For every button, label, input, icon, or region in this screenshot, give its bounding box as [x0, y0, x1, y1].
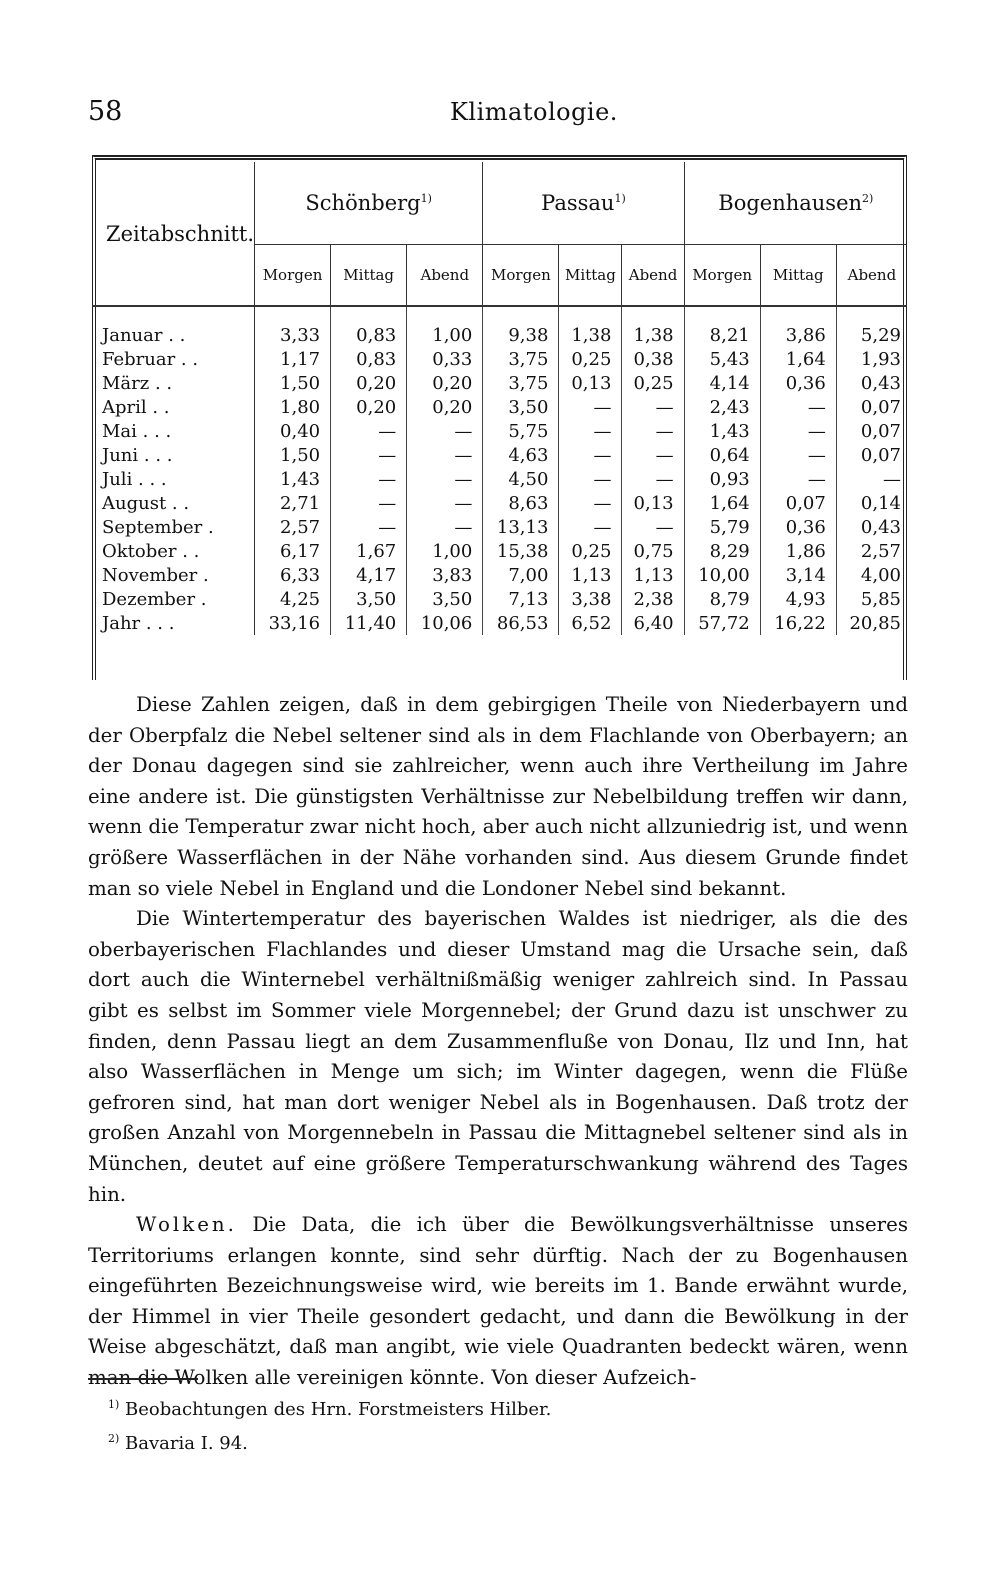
table-cell: 1,64	[684, 491, 760, 515]
table-cell: 3,86	[760, 306, 836, 347]
page-header	[88, 96, 908, 136]
station-header-bogenhausen	[684, 162, 907, 245]
table-row	[92, 491, 907, 515]
table-cell: —	[622, 515, 684, 539]
row-label: September .	[92, 515, 255, 539]
table-cell: 33,16	[255, 611, 331, 635]
table-cell: —	[559, 467, 622, 491]
table-cell: 57,72	[684, 611, 760, 635]
table-cell: 0,36	[760, 371, 836, 395]
section-heading: Wolken.	[136, 1213, 237, 1237]
table-cell: —	[331, 467, 407, 491]
footnote	[108, 1424, 888, 1458]
table-cell: 6,33	[255, 563, 331, 587]
table-cell: 8,63	[483, 491, 559, 515]
table-cell: 9,38	[483, 306, 559, 347]
row-label: Juni . . .	[92, 443, 255, 467]
table-row	[92, 539, 907, 563]
table-cell: —	[559, 443, 622, 467]
time-header: Morgen	[255, 245, 331, 307]
period-header: Zeitabschnitt.	[92, 162, 255, 306]
table-cell: 1,80	[255, 395, 331, 419]
time-header: Mittag	[331, 245, 407, 307]
footnote	[108, 1390, 888, 1424]
table-cell: 0,83	[331, 347, 407, 371]
footnote-rule	[88, 1378, 198, 1380]
table-cell: 20,85	[849, 612, 901, 634]
table-cell: —	[760, 419, 836, 443]
table-cell: 5,75	[483, 419, 559, 443]
table-cell: 3,33	[255, 306, 331, 347]
page-number: 58	[88, 96, 123, 127]
table-cell: 0,07	[860, 396, 901, 418]
table-row	[92, 347, 907, 371]
table-cell: 5,79	[684, 515, 760, 539]
table-cell: 2,43	[684, 395, 760, 419]
paragraph: Diese Zahlen zeigen, daß in dem gebirgigen Theile von Niederbayern und der Oberpfalz die Nebel seltener sind als in dem Flachlande von Oberbayern; an der Donau dagegen sind sie zahlreicher, wenn auch ihre Vertheilung im Jahre eine andere ist. Die günstigsten Verhältnisse zur Nebelbildung treffen wir dann, wenn die Temperatur zwar nicht hoch, aber auch nicht allzuniedrig ist, und wenn größere Wasserflächen in der Nähe vorhanden sind. Aus diesem Grunde findet man so viele Nebel in England und die Londoner Nebel sind bekannt.	[88, 693, 908, 900]
table-cell: 2,57	[860, 540, 901, 562]
table-row	[92, 395, 907, 419]
table-cell: 1,13	[559, 563, 622, 587]
table-cell: 0,20	[407, 371, 483, 395]
row-label: Jahr . . .	[92, 611, 255, 635]
table-cell: —	[331, 491, 407, 515]
table-cell: 1,43	[684, 419, 760, 443]
table-cell: 3,50	[483, 395, 559, 419]
table-cell: 4,63	[483, 443, 559, 467]
table-cell: 0,36	[760, 515, 836, 539]
table-cell: 86,53	[483, 611, 559, 635]
table-cell: —	[407, 419, 483, 443]
table-cell: 0,13	[622, 491, 684, 515]
station-name: Schönberg	[305, 191, 421, 215]
table-row	[92, 587, 907, 611]
table-cell: —	[559, 515, 622, 539]
table-cell: —	[559, 419, 622, 443]
table-cell: 8,21	[684, 306, 760, 347]
table-cell: 1,50	[255, 443, 331, 467]
table-cell: 4,93	[760, 587, 836, 611]
station-name: Bogenhausen	[718, 191, 863, 215]
table-row	[92, 371, 907, 395]
table-cell: 4,17	[331, 563, 407, 587]
table-cell: —	[883, 468, 901, 490]
table-cell: —	[407, 467, 483, 491]
table-cell: 3,50	[407, 587, 483, 611]
table-cell: 15,38	[483, 539, 559, 563]
table-cell: 0,13	[559, 371, 622, 395]
table-cell: 1,17	[255, 347, 331, 371]
table-cell: —	[622, 419, 684, 443]
table-cell: 1,38	[622, 306, 684, 347]
table-cell: 7,13	[483, 587, 559, 611]
table-cell: 1,67	[331, 539, 407, 563]
table-cell: 1,50	[255, 371, 331, 395]
table-row	[92, 306, 907, 347]
table-cell: 0,64	[684, 443, 760, 467]
table-cell: 4,00	[860, 564, 901, 586]
table-cell: 0,43	[860, 372, 901, 394]
table-cell: 1,00	[407, 539, 483, 563]
table-cell: 3,14	[760, 563, 836, 587]
row-label: November .	[92, 563, 255, 587]
table-cell: 1,13	[622, 563, 684, 587]
table-cell: 1,86	[760, 539, 836, 563]
table-cell: 1,43	[255, 467, 331, 491]
table-row	[92, 443, 907, 467]
table-cell: —	[622, 467, 684, 491]
time-header: Mittag	[760, 245, 836, 307]
table-cell: 0,20	[331, 395, 407, 419]
table-cell: 11,40	[331, 611, 407, 635]
table-cell: —	[760, 395, 836, 419]
table-cell: —	[622, 443, 684, 467]
fog-table	[92, 162, 907, 635]
row-label: Dezember .	[92, 587, 255, 611]
table-cell: 0,25	[559, 539, 622, 563]
table-cell: 2,38	[622, 587, 684, 611]
table-cell: 0,07	[860, 444, 901, 466]
table-cell: 16,22	[760, 611, 836, 635]
row-label: April . .	[92, 395, 255, 419]
table-cell: —	[760, 467, 836, 491]
time-header: Abend	[622, 245, 684, 307]
table-cell: 5,85	[860, 588, 901, 610]
table-cell: —	[331, 515, 407, 539]
table-row	[92, 611, 907, 635]
table-cell: 0,40	[255, 419, 331, 443]
station-header-passau	[483, 162, 684, 245]
footnote-text: Bavaria I. 94.	[125, 1433, 248, 1454]
table-row	[92, 515, 907, 539]
time-header: Abend	[407, 245, 483, 307]
table-cell: 8,29	[684, 539, 760, 563]
table-cell: —	[407, 491, 483, 515]
table-cell: 3,75	[483, 371, 559, 395]
table-cell: —	[760, 443, 836, 467]
row-label: Oktober . .	[92, 539, 255, 563]
row-label: Januar . .	[92, 306, 255, 347]
table-cell: 5,43	[684, 347, 760, 371]
table-row	[92, 467, 907, 491]
table-cell: 0,33	[407, 347, 483, 371]
table-cell: 3,83	[407, 563, 483, 587]
row-label: August . .	[92, 491, 255, 515]
time-header: Mittag	[559, 245, 622, 307]
time-header: Abend	[836, 245, 907, 307]
time-header: Morgen	[483, 245, 559, 307]
table-cell: 0,20	[331, 371, 407, 395]
table-cell: 6,17	[255, 539, 331, 563]
table-cell: 0,07	[860, 420, 901, 442]
footnote-mark: 2)	[108, 1432, 120, 1445]
footnote-mark: 1)	[614, 192, 626, 205]
running-title: Klimatologie.	[450, 98, 618, 126]
table-cell: 0,07	[760, 491, 836, 515]
table-cell: 1,00	[407, 306, 483, 347]
footnote-mark: 1)	[108, 1398, 120, 1411]
station-name: Passau	[541, 191, 615, 215]
table-cell: 0,93	[684, 467, 760, 491]
table-cell: 5,29	[860, 324, 901, 346]
table-cell: 0,25	[559, 347, 622, 371]
table-cell: —	[331, 443, 407, 467]
station-header-schoenberg	[255, 162, 483, 245]
table-cell: 3,75	[483, 347, 559, 371]
table-cell: 6,52	[559, 611, 622, 635]
table-cell: 8,79	[684, 587, 760, 611]
paragraph-text: Die Data, die ich über die Bewölkungsverhältnisse unseres Territoriums erlangen konnte, sind sehr dürftig. Nach der zu Bogenhausen eingeführten Bezeichnungsweise wird, wie bereits im 1. Bande erwähnt wurde, der Himmel in vier Theile gesondert gedacht, und dann die Bewölkung in der Weise abgeschätzt, daß man angibt, wie viele Quadranten bedeckt wären, wenn man die Wolken alle vereinigen könnte. Von dieser Aufzeich-	[88, 1213, 908, 1390]
table-cell: 10,06	[407, 611, 483, 635]
table-cell: 0,43	[860, 516, 901, 538]
table-row	[92, 563, 907, 587]
table-cell: —	[622, 395, 684, 419]
table-cell: 4,25	[255, 587, 331, 611]
time-header: Morgen	[684, 245, 760, 307]
table-cell: 0,75	[622, 539, 684, 563]
row-label: März . .	[92, 371, 255, 395]
table-cell: 2,71	[255, 491, 331, 515]
table-row	[92, 419, 907, 443]
table-cell: 4,14	[684, 371, 760, 395]
footnote-mark: 2)	[862, 192, 874, 205]
table-cell: 4,50	[483, 467, 559, 491]
table-cell: 0,14	[860, 492, 901, 514]
table-cell: 1,64	[760, 347, 836, 371]
table-cell: 10,00	[684, 563, 760, 587]
row-label: Mai . . .	[92, 419, 255, 443]
footnotes	[108, 1390, 888, 1458]
table-body	[92, 306, 907, 635]
table-cell: —	[559, 395, 622, 419]
table-cell: 1,38	[559, 306, 622, 347]
table-cell: 0,25	[622, 371, 684, 395]
footnote-mark: 1)	[420, 192, 432, 205]
paragraph: Die Wintertemperatur des bayerischen Waldes ist niedriger, als die des oberbayerischen Flachlandes und dieser Umstand mag die Ursache sein, daß dort auch die Winternebel verhältnißmäßig weniger zahlreich sind. In Passau gibt es selbst im Sommer viele Morgennebel; der Grund dazu ist unschwer zu finden, denn Passau liegt an dem Zusammenfluße von Donau, Ilz und Inn, hat also Wasserflächen in Menge um sich; im Winter dagegen, wenn die Flüße gefroren sind, hat man dort weniger Nebel als in Bogenhausen. Daß trotz der großen Anzahl von Morgennebeln in Passau die Mittagnebel seltener sind als in München, deutet auf eine größere Temperaturschwankung während des Tages hin.	[88, 907, 908, 1206]
row-label: Februar . .	[92, 347, 255, 371]
table-cell: 6,40	[622, 611, 684, 635]
table-cell: —	[331, 419, 407, 443]
table-cell: —	[407, 515, 483, 539]
footnote-text: Beobachtungen des Hrn. Forstmeisters Hilber.	[125, 1399, 552, 1420]
body-text	[88, 690, 908, 1394]
table-cell: 0,83	[331, 306, 407, 347]
table-cell: —	[559, 491, 622, 515]
row-label: Juli . . .	[92, 467, 255, 491]
table-cell: 3,50	[331, 587, 407, 611]
table-cell: 2,57	[255, 515, 331, 539]
table-cell: 0,20	[407, 395, 483, 419]
table-cell: 0,38	[622, 347, 684, 371]
table-cell: 7,00	[483, 563, 559, 587]
table-cell: 3,38	[559, 587, 622, 611]
table-cell: 1,93	[860, 348, 901, 370]
table-cell: 13,13	[483, 515, 559, 539]
table-cell: —	[407, 443, 483, 467]
paragraph	[88, 1210, 908, 1394]
